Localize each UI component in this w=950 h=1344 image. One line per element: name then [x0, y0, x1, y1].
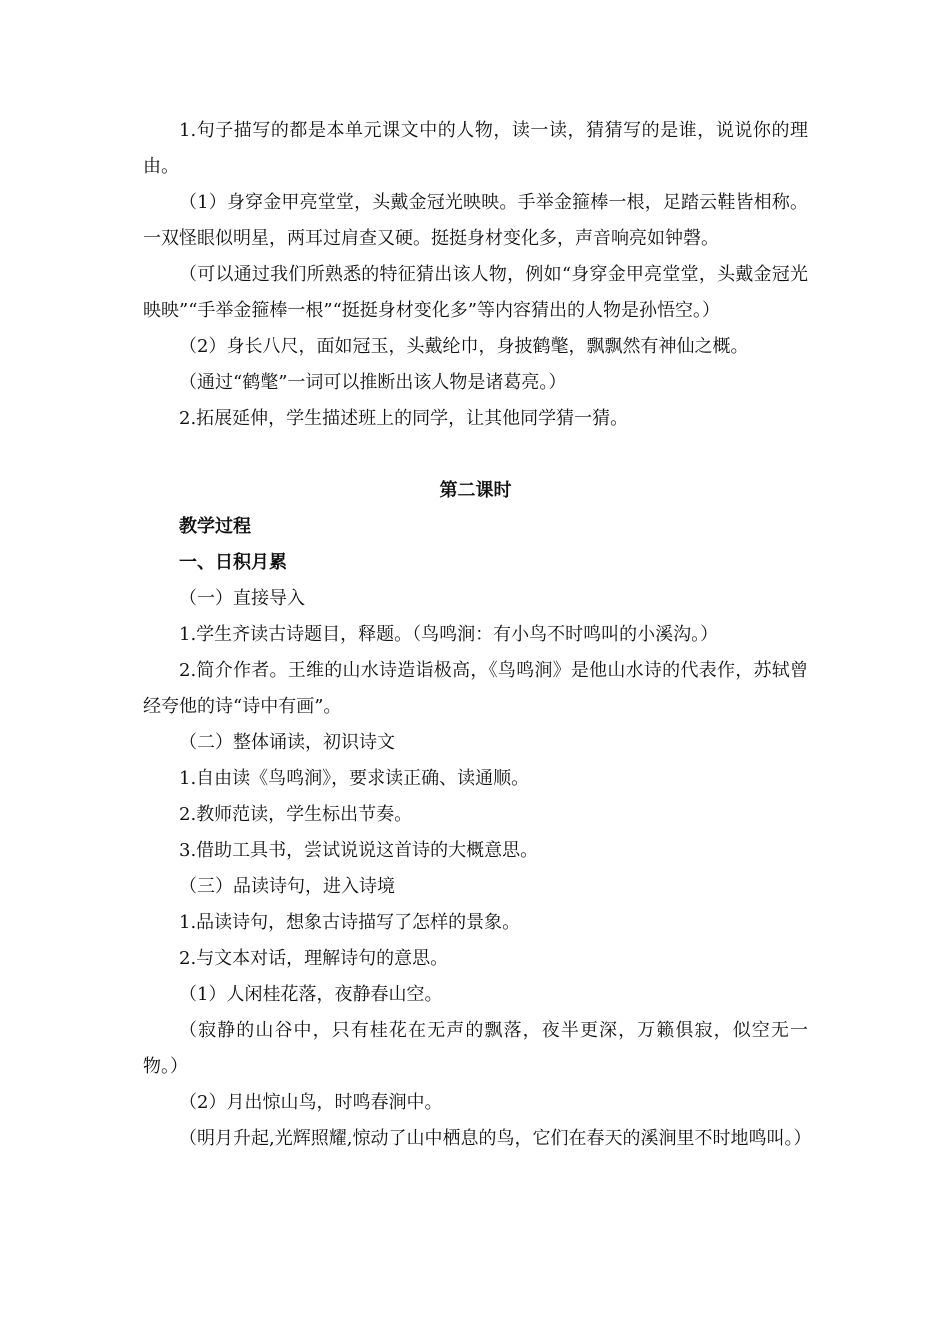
paragraph: （通过“鹤氅”一词可以推断出该人物是诸葛亮。） [179, 372, 567, 393]
paragraph: （2）身长八尺，面如冠玉，头戴纶巾，身披鹤氅，飘飘然有神仙之概。 [179, 336, 749, 357]
heading-part-one: 一、日积月累 [179, 552, 287, 573]
paragraph: 1.句子描写的都是本单元课文中的人物，读一读，猜猜写的是谁，说说你的理由。 [143, 120, 808, 177]
paragraph: （一）直接导入 [179, 588, 305, 609]
paragraph: （1）人闲桂花落，夜静春山空。 [179, 984, 443, 1005]
paragraph: （可以通过我们所熟悉的特征猜出该人物，例如“身穿金甲亮堂堂，头戴金冠光映映”“手举金箍棒一根”“挺挺身材变化多”等内容猜出的人物是孙悟空。） [143, 264, 808, 321]
paragraph: （二）整体诵读，初识诗文 [179, 732, 395, 753]
paragraph: 1.自由读《鸟鸣涧》，要求读正确、读通顺。 [179, 768, 530, 789]
paragraph: （明月升起,光辉照耀,惊动了山中栖息的鸟，它们在春天的溪涧里不时地鸣叫。） [179, 1128, 812, 1149]
paragraph: （1）身穿金甲亮堂堂，头戴金冠光映映。手举金箍棒一根，足踏云鞋皆相称。一双怪眼似明星，两耳过肩查又硬。挺挺身材变化多，声音响亮如钟磬。 [143, 192, 808, 249]
paragraph: 2.与文本对话，理解诗句的意思。 [179, 948, 449, 969]
paragraph: 2.教师范读，学生标出节奏。 [179, 804, 413, 825]
paragraph: （三）品读诗句，进入诗境 [179, 876, 395, 897]
paragraph: （寂静的山谷中，只有桂花在无声的飘落，夜半更深，万籁俱寂，似空无一物。） [143, 1020, 808, 1077]
paragraph: （2）月出惊山鸟，时鸣春涧中。 [179, 1092, 443, 1113]
paragraph: 1.品读诗句，想象古诗描写了怎样的景象。 [179, 912, 521, 933]
paragraph: 2.拓展延伸，学生描述班上的同学，让其他同学猜一猜。 [179, 408, 629, 429]
document-body [143, 113, 812, 1157]
paragraph: 2.简介作者。王维的山水诗造诣极高，《鸟鸣涧》是他山水诗的代表作，苏轼曾经夸他的诗“诗中有画”。 [143, 660, 808, 717]
section-title: 第二课时 [439, 480, 512, 501]
paragraph: 1.学生齐读古诗题目，释题。（鸟鸣涧：有小鸟不时鸣叫的小溪沟。） [179, 624, 719, 645]
heading-teaching-process: 教学过程 [179, 516, 251, 537]
paragraph: 3.借助工具书，尝试说说这首诗的大概意思。 [179, 840, 539, 861]
